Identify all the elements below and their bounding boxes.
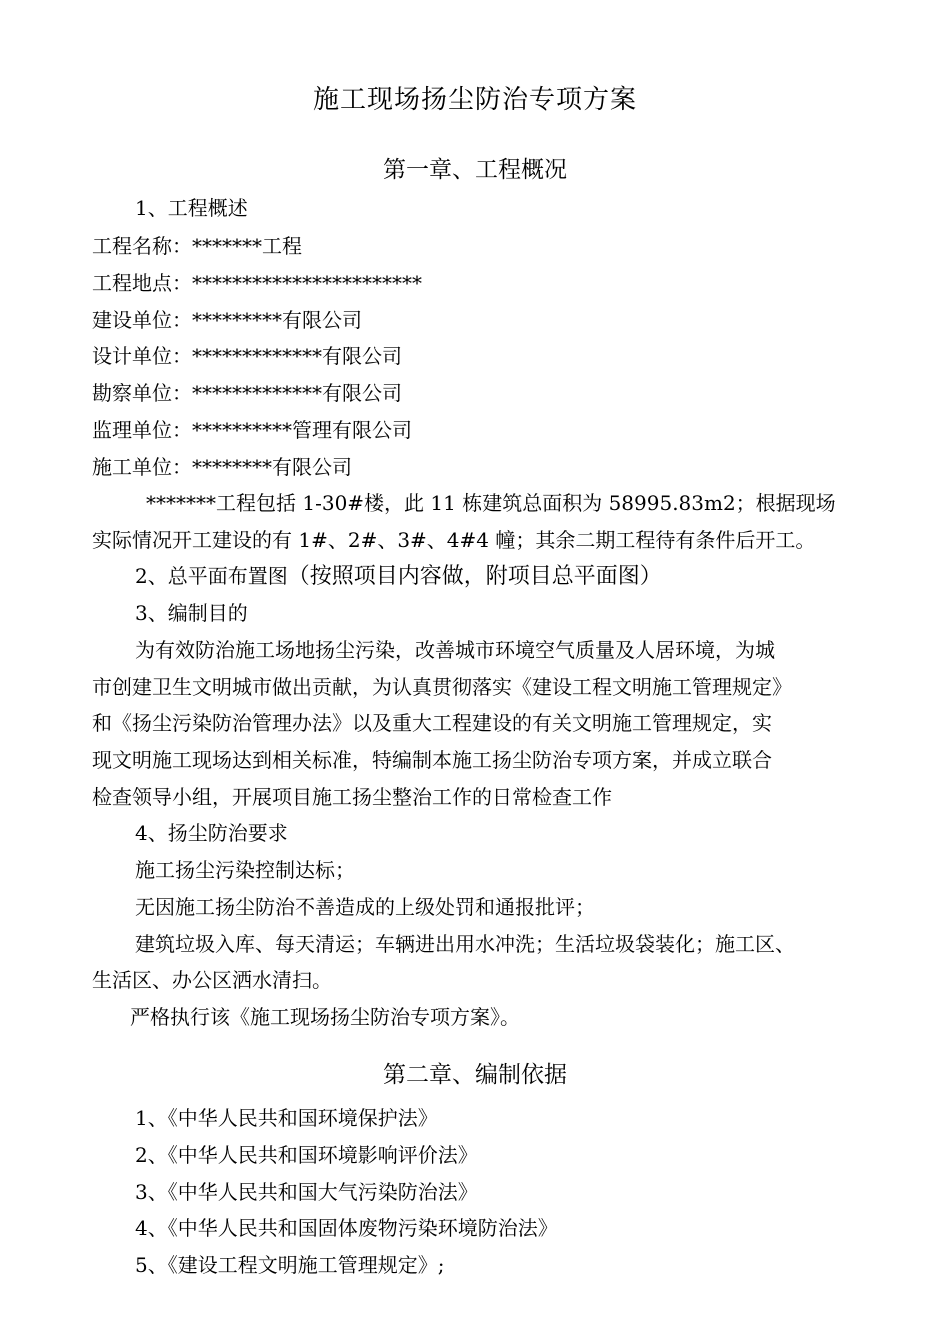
section-1-heading: 1、工程概述 [135,196,248,220]
purpose-line: 和《扬尘污染防治管理办法》以及重大工程建设的有关文明施工管理规定，实 [92,711,772,735]
closing-statement: 严格执行该《施工现场扬尘防治专项方案》。 [130,1005,520,1029]
field-value: ********有限公司 [192,455,352,479]
chapter-1-heading: 第一章、工程概况 [383,157,567,183]
reference-item: 5、《建设工程文明施工管理规定》; [135,1253,445,1277]
field-value: *************有限公司 [192,381,402,405]
requirement-item: 无因施工扬尘防治不善造成的上级处罚和通报批评； [135,895,595,919]
reference-item: 2、《中华人民共和国环境影响评价法》 [135,1143,478,1167]
field-value: *********有限公司 [192,308,362,332]
field-contractor [92,452,872,482]
reference-item: 3、《中华人民共和国大气污染防治法》 [135,1180,478,1204]
overview-line: 实际情况开工建设的有 1#、2#、3#、4#4 幢；其余二期工程待有条件后开工。 [92,528,816,552]
purpose-line: 检查领导小组，开展项目施工扬尘整治工作的日常检查工作 [92,785,612,809]
field-label: 工程地点： [92,271,192,295]
reference-item: 1、《中华人民共和国环境保护法》 [135,1106,438,1130]
requirement-item: 施工扬尘污染控制达标； [135,858,355,882]
field-label: 勘察单位： [92,381,192,405]
requirement-item: 建筑垃圾入库、每天清运；车辆进出用水冲洗；生活垃圾袋装化；施工区、 [135,932,795,956]
requirement-item: 生活区、办公区洒水清扫。 [92,968,332,992]
section-2-title: 2、总平面布置图 [135,564,288,588]
section-4-heading: 4、扬尘防治要求 [135,821,288,845]
field-value: *************有限公司 [192,344,402,368]
field-owner [92,305,872,335]
document-title: 施工现场扬尘防治专项方案 [312,85,637,115]
purpose-line: 市创建卫生文明城市做出贡献，为认真贯彻落实《建设工程文明施工管理规定》 [92,675,792,699]
section-2-note: （按照项目内容做，附项目总平面图） [287,564,662,589]
field-value: *******工程 [192,234,302,258]
field-label: 施工单位： [92,455,192,479]
field-label: 工程名称： [92,234,192,258]
overview-line: *******工程包括 1-30#楼，此 11 栋建筑总面积为 58995.83m2；根据现场 [146,491,836,515]
purpose-line: 为有效防治施工场地扬尘污染，改善城市环境空气质量及人居环境，为城 [135,638,775,662]
field-label: 监理单位： [92,418,192,442]
purpose-line: 现文明施工现场达到相关标准，特编制本施工扬尘防治专项方案，并成立联合 [92,748,772,772]
field-designer [92,341,872,371]
field-value: **********管理有限公司 [192,418,412,442]
reference-item: 4、《中华人民共和国固体废物污染环境防治法》 [135,1216,558,1240]
field-value: *********************** [192,271,422,295]
field-label: 设计单位： [92,344,192,368]
field-supervisor [92,415,872,445]
chapter-2-heading: 第二章、编制依据 [383,1062,567,1088]
field-project-location [92,268,872,298]
section-3-heading: 3、编制目的 [135,601,248,625]
field-label: 建设单位： [92,308,192,332]
field-project-name [92,231,872,261]
section-2-heading [135,561,915,592]
field-surveyor [92,378,872,408]
